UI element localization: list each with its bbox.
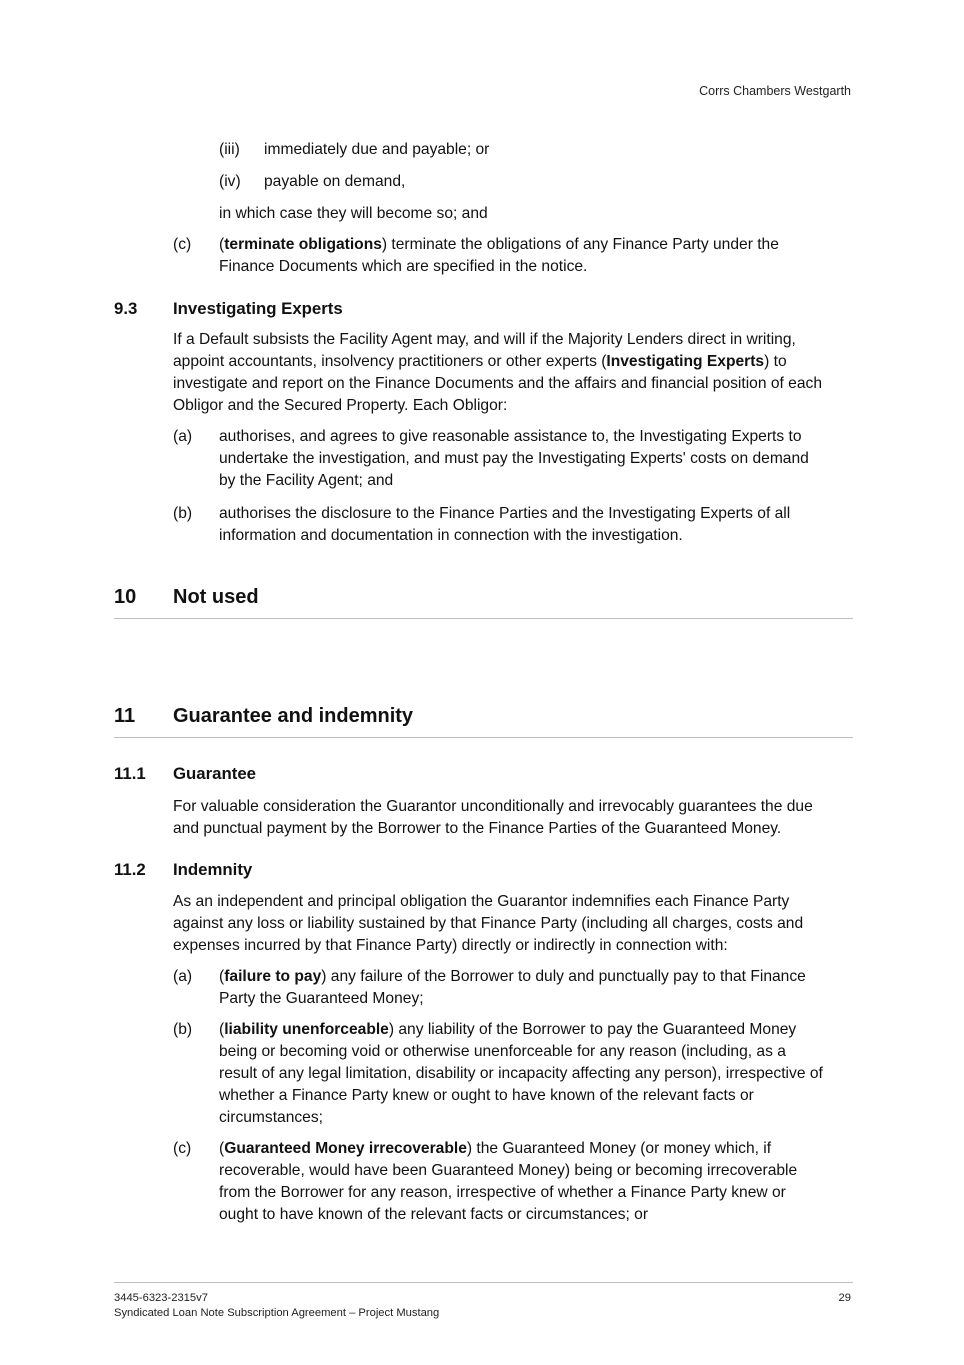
footer-doc-title: Syndicated Loan Note Subscription Agreement – Project Mustang: [114, 1307, 440, 1319]
section-title-9-3: Investigating Experts: [173, 299, 343, 318]
item-9-3-b-line1: authorises the disclosure to the Finance Parties and the Investigating Experts of all: [219, 505, 791, 522]
continuation-text: in which case they will become so; and: [219, 205, 488, 222]
item-c-line2: Finance Documents which are specified in the notice.: [219, 258, 588, 275]
para-11-1-line2: and punctual payment by the Borrower to the Finance Parties of the Guaranteed Money.: [173, 820, 782, 837]
item-c-line1-rest: ) terminate the obligations of any Finance Party under the: [381, 236, 779, 253]
para-11-2-line2: against any loss or liability sustained by that Finance Party (including all charges, costs and: [173, 915, 804, 932]
item-c-bold-term: terminate obligations: [224, 236, 382, 253]
para-9-3-line3: investigate and report on the Finance Documents and the affairs and financial position of each: [173, 375, 822, 392]
item-11-2-b-line2: being or becoming void or otherwise unenforceable for any reason (including, as a: [219, 1043, 786, 1060]
section-title-11-1: Guarantee: [173, 764, 257, 783]
list-marker-iii: (iii): [219, 141, 240, 158]
item-11-2-c-line3: from the Borrower for any reason, irrespective of whether a Finance Party knew or: [219, 1184, 786, 1201]
item-9-3-a-line3: by the Facility Agent; and: [219, 472, 394, 489]
para-9-3-line1: If a Default subsists the Facility Agent may, and will if the Majority Lenders direct in writing,: [173, 331, 796, 348]
section-number-9-3: 9.3: [114, 299, 138, 318]
para-9-3-line4: Obligor and the Secured Property. Each Obligor:: [173, 397, 508, 414]
item-11-2-c-bold-term: Guaranteed Money irrecoverable: [224, 1140, 467, 1157]
list-marker-c: (c): [173, 236, 192, 253]
item-11-2-a-bold-term: failure to pay: [224, 968, 322, 985]
list-marker-a: (a): [173, 428, 193, 445]
item-11-2-c-line2: recoverable, would have been Guaranteed Money) being or becoming irrecoverable: [219, 1162, 798, 1179]
list-marker-b: (b): [173, 505, 193, 522]
section-title-11-2: Indemnity: [173, 860, 253, 879]
item-11-2-b-bold-term: liability unenforceable: [224, 1021, 389, 1038]
section-divider: [114, 737, 853, 738]
section-number-11-2: 11.2: [114, 860, 146, 879]
para-9-3-line2: appoint accountants, insolvency practitioners or other experts (Investigating Experts) to: [173, 353, 787, 370]
section-number-11-1: 11.1: [114, 764, 146, 783]
footer-divider: [114, 1282, 853, 1283]
section-number-11: 11: [114, 705, 136, 727]
para-11-2-line1: As an independent and principal obligation the Guarantor indemnifies each Finance Party: [173, 893, 790, 910]
list-marker-iv: (iv): [219, 173, 241, 190]
para-11-1-line1: For valuable consideration the Guarantor unconditionally and irrevocably guarantees the due: [173, 798, 813, 815]
item-11-2-b-line3: result of any legal limitation, disability or incapacity affecting any person), irrespective of: [219, 1065, 823, 1082]
page-number: 29: [838, 1292, 851, 1304]
section-title-10: Not used: [173, 586, 259, 608]
section-number-10: 10: [114, 586, 137, 608]
item-11-2-c-line4: ought to have known of the relevant facts or circumstances; or: [219, 1206, 649, 1223]
section-divider: [114, 618, 853, 619]
item-9-3-a-line1: authorises, and agrees to give reasonable assistance to, the Investigating Experts to: [219, 428, 802, 445]
item-11-2-b-line5: circumstances;: [219, 1109, 323, 1126]
header-firm-name: Corrs Chambers Westgarth: [699, 84, 851, 98]
defined-term-investigating-experts: Investigating Experts: [606, 353, 765, 370]
item-iv-text: payable on demand,: [264, 173, 406, 190]
item-9-3-a-line2: undertake the investigation, and must pay the Investigating Experts' costs on demand: [219, 450, 809, 467]
item-11-2-b-line1: (liability unenforceable) any liability of the Borrower to pay the Guaranteed Money: [219, 1021, 797, 1038]
item-11-2-c-line1: (Guaranteed Money irrecoverable) the Guaranteed Money (or money which, if: [219, 1140, 772, 1157]
item-11-2-a-line2: Party the Guaranteed Money;: [219, 990, 424, 1007]
section-title-11: Guarantee and indemnity: [173, 705, 414, 727]
item-11-2-a-line1: (failure to pay) any failure of the Borrower to duly and punctually pay to that Finance: [219, 968, 806, 985]
para-11-2-line3: expenses incurred by that Finance Party) directly or indirectly in connection with:: [173, 937, 728, 954]
list-marker-b: (b): [173, 1021, 193, 1038]
list-marker-c: (c): [173, 1140, 192, 1157]
footer-doc-id: 3445-6323-2315v7: [114, 1292, 208, 1304]
item-11-2-b-line4: whether a Finance Party knew or ought to have known of the relevant facts or: [219, 1087, 754, 1104]
item-c-line1: (terminate obligations) terminate the obligations of any Finance Party under the: [219, 236, 779, 253]
list-marker-a: (a): [173, 968, 193, 985]
item-iii-text: immediately due and payable; or: [264, 141, 490, 158]
item-9-3-b-line2: information and documentation in connection with the investigation.: [219, 527, 683, 544]
